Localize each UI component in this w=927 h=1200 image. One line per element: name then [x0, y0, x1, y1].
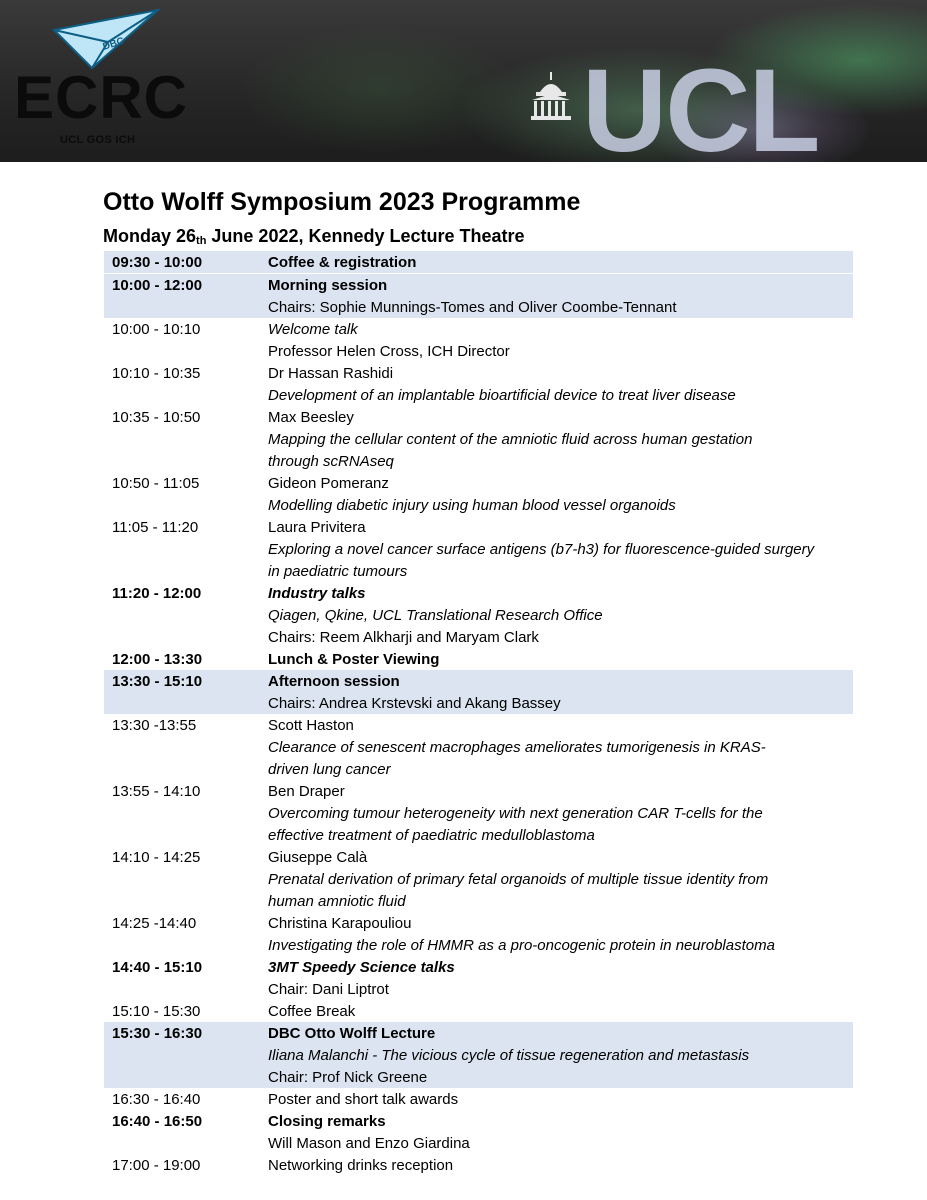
dbc-badge: DBC	[101, 35, 126, 53]
session-text: DBC Otto Wolff Lecture	[268, 1024, 436, 1042]
session-time: 14:10 - 14:25	[112, 848, 201, 866]
session-text: Clearance of senescent macrophages ameliorates tumorigenesis in KRAS-	[268, 738, 766, 756]
subtitle-venue: June 2022, Kennedy Lecture Theatre	[206, 226, 525, 246]
programme-line	[104, 1000, 853, 1022]
session-text: Coffee & registration	[268, 253, 417, 271]
session-time: 10:50 - 11:05	[112, 474, 200, 492]
session-text: Exploring a novel cancer surface antigens (b7-h3) for fluorescence-guided surgery	[268, 540, 815, 558]
programme-line	[104, 714, 853, 736]
programme-line	[104, 648, 853, 670]
programme-line	[104, 1110, 853, 1132]
programme-row	[104, 1022, 853, 1088]
programme-line	[104, 362, 853, 384]
session-text: human amniotic fluid	[268, 892, 406, 910]
programme-line	[104, 274, 853, 296]
programme-line	[104, 736, 853, 758]
programme-line	[104, 912, 853, 934]
programme-row	[104, 516, 853, 582]
session-text: Poster and short talk awards	[268, 1090, 459, 1108]
session-text: Welcome talk	[268, 320, 358, 338]
programme-row	[104, 1000, 853, 1022]
programme-line	[104, 780, 853, 802]
programme-line	[104, 890, 853, 912]
session-text: Coffee Break	[268, 1002, 356, 1020]
session-text: Chairs: Reem Alkharji and Maryam Clark	[268, 628, 539, 646]
programme-line	[104, 1154, 853, 1176]
programme-line	[104, 538, 853, 560]
session-time: 14:40 - 15:10	[112, 958, 203, 976]
programme-row	[104, 714, 853, 780]
programme-row	[104, 1110, 853, 1154]
session-text: Laura Privitera	[268, 518, 366, 536]
session-text: Chairs: Sophie Munnings-Tomes and Oliver Coombe-Tennant	[268, 298, 677, 316]
programme-line	[104, 516, 853, 538]
session-text: Ben Draper	[268, 782, 345, 800]
paper-plane-logo-icon	[52, 8, 160, 70]
session-time: 10:35 - 10:50	[112, 408, 201, 426]
session-text: Networking drinks reception	[268, 1156, 454, 1174]
programme-row	[104, 846, 853, 912]
session-text: Mapping the cellular content of the amniotic fluid across human gestation	[268, 430, 753, 448]
session-time: 14:25 -14:40	[112, 914, 197, 932]
session-time: 15:30 - 16:30	[112, 1024, 203, 1042]
programme-line	[104, 802, 853, 824]
session-text: Chair: Dani Liptrot	[268, 980, 389, 998]
programme-row	[104, 251, 853, 273]
session-text: Afternoon session	[268, 672, 400, 690]
session-time: 13:30 -13:55	[112, 716, 197, 734]
session-text: 3MT Speedy Science talks	[268, 958, 455, 976]
page-subtitle	[103, 226, 525, 247]
session-text: Overcoming tumour heterogeneity with next generation CAR T-cells for the	[268, 804, 763, 822]
session-time: 12:00 - 13:30	[112, 650, 203, 668]
session-text: effective treatment of paediatric medulloblastoma	[268, 826, 595, 844]
programme-line	[104, 428, 853, 450]
session-text: Will Mason and Enzo Giardina	[268, 1134, 470, 1152]
session-text: Chairs: Andrea Krstevski and Akang Bassey	[268, 694, 561, 712]
session-time: 11:20 - 12:00	[112, 584, 202, 602]
subtitle-date-suffix: th	[196, 235, 207, 247]
ecrc-logo-subtitle: UCL GOS ICH	[60, 134, 136, 146]
programme-line	[104, 626, 853, 648]
programme-line	[104, 824, 853, 846]
programme-line	[104, 450, 853, 472]
session-time: 10:10 - 10:35	[112, 364, 201, 382]
programme-line	[104, 406, 853, 428]
programme-row	[104, 318, 853, 362]
programme-line	[104, 318, 853, 340]
programme-line	[104, 868, 853, 890]
header-banner	[0, 0, 927, 162]
session-text: Iliana Malanchi - The vicious cycle of tissue regeneration and metastasis	[268, 1046, 750, 1064]
session-time: 16:40 - 16:50	[112, 1112, 203, 1130]
programme-line	[104, 494, 853, 516]
programme-line	[104, 934, 853, 956]
session-text: Development of an implantable bioartificial device to treat liver disease	[268, 386, 736, 404]
programme-line	[104, 340, 853, 362]
session-text: Christina Karapouliou	[268, 914, 412, 932]
programme-line	[104, 1132, 853, 1154]
programme-table	[104, 251, 853, 1176]
programme-line	[104, 956, 853, 978]
programme-row	[104, 670, 853, 714]
programme-row	[104, 273, 853, 318]
session-text: Morning session	[268, 276, 388, 294]
programme-line	[104, 1044, 853, 1066]
session-text: Industry talks	[268, 584, 366, 602]
programme-line	[104, 692, 853, 714]
programme-line	[104, 296, 853, 318]
programme-row	[104, 406, 853, 472]
programme-line	[104, 1088, 853, 1110]
programme-line	[104, 384, 853, 406]
programme-line	[104, 758, 853, 780]
programme-line	[104, 251, 853, 273]
session-text: Closing remarks	[268, 1112, 386, 1130]
page-title: Otto Wolff Symposium 2023 Programme	[103, 188, 581, 216]
session-time: 10:00 - 12:00	[112, 276, 203, 294]
programme-row	[104, 1154, 853, 1176]
session-text: Dr Hassan Rashidi	[268, 364, 394, 382]
session-time: 17:00 - 19:00	[112, 1156, 201, 1174]
session-text: Investigating the role of HMMR as a pro-oncogenic protein in neuroblastoma	[268, 936, 775, 954]
programme-row	[104, 648, 853, 670]
session-text: Gideon Pomeranz	[268, 474, 389, 492]
programme-row	[104, 956, 853, 1000]
programme-line	[104, 1066, 853, 1088]
programme-line	[104, 670, 853, 692]
session-text: Scott Haston	[268, 716, 354, 734]
session-time: 09:30 - 10:00	[112, 253, 203, 271]
programme-row	[104, 912, 853, 956]
programme-line	[104, 978, 853, 1000]
ucl-logo-text: UCL	[582, 45, 819, 162]
ecrc-logo-text: ECRC	[14, 64, 189, 131]
programme-line	[104, 846, 853, 868]
session-text: in paediatric tumours	[268, 562, 408, 580]
programme-row	[104, 780, 853, 846]
programme-row	[104, 362, 853, 406]
session-text: Professor Helen Cross, ICH Director	[268, 342, 510, 360]
session-text: Lunch & Poster Viewing	[268, 650, 440, 668]
session-time: 10:00 - 10:10	[112, 320, 201, 338]
programme-line	[104, 604, 853, 626]
session-text: driven lung cancer	[268, 760, 391, 778]
session-time: 13:30 - 15:10	[112, 672, 203, 690]
programme-line	[104, 582, 853, 604]
subtitle-date: Monday 26	[103, 226, 197, 246]
programme-row	[104, 1088, 853, 1110]
session-text: Qiagen, Qkine, UCL Translational Research Office	[268, 606, 603, 624]
session-time: 13:55 - 14:10	[112, 782, 201, 800]
session-text: through scRNAseq	[268, 452, 394, 470]
ucl-portico-icon	[528, 70, 574, 122]
session-text: Max Beesley	[268, 408, 354, 426]
programme-line	[104, 472, 853, 494]
programme-line	[104, 1022, 853, 1044]
programme-line	[104, 560, 853, 582]
session-time: 16:30 - 16:40	[112, 1090, 201, 1108]
session-text: Prenatal derivation of primary fetal organoids of multiple tissue identity from	[268, 870, 769, 888]
session-time: 11:05 - 11:20	[112, 518, 199, 536]
programme-row	[104, 582, 853, 648]
session-text: Giuseppe Calà	[268, 848, 368, 866]
programme-row	[104, 472, 853, 516]
session-text: Chair: Prof Nick Greene	[268, 1068, 428, 1086]
session-text: Modelling diabetic injury using human blood vessel organoids	[268, 496, 676, 514]
session-time: 15:10 - 15:30	[112, 1002, 201, 1020]
